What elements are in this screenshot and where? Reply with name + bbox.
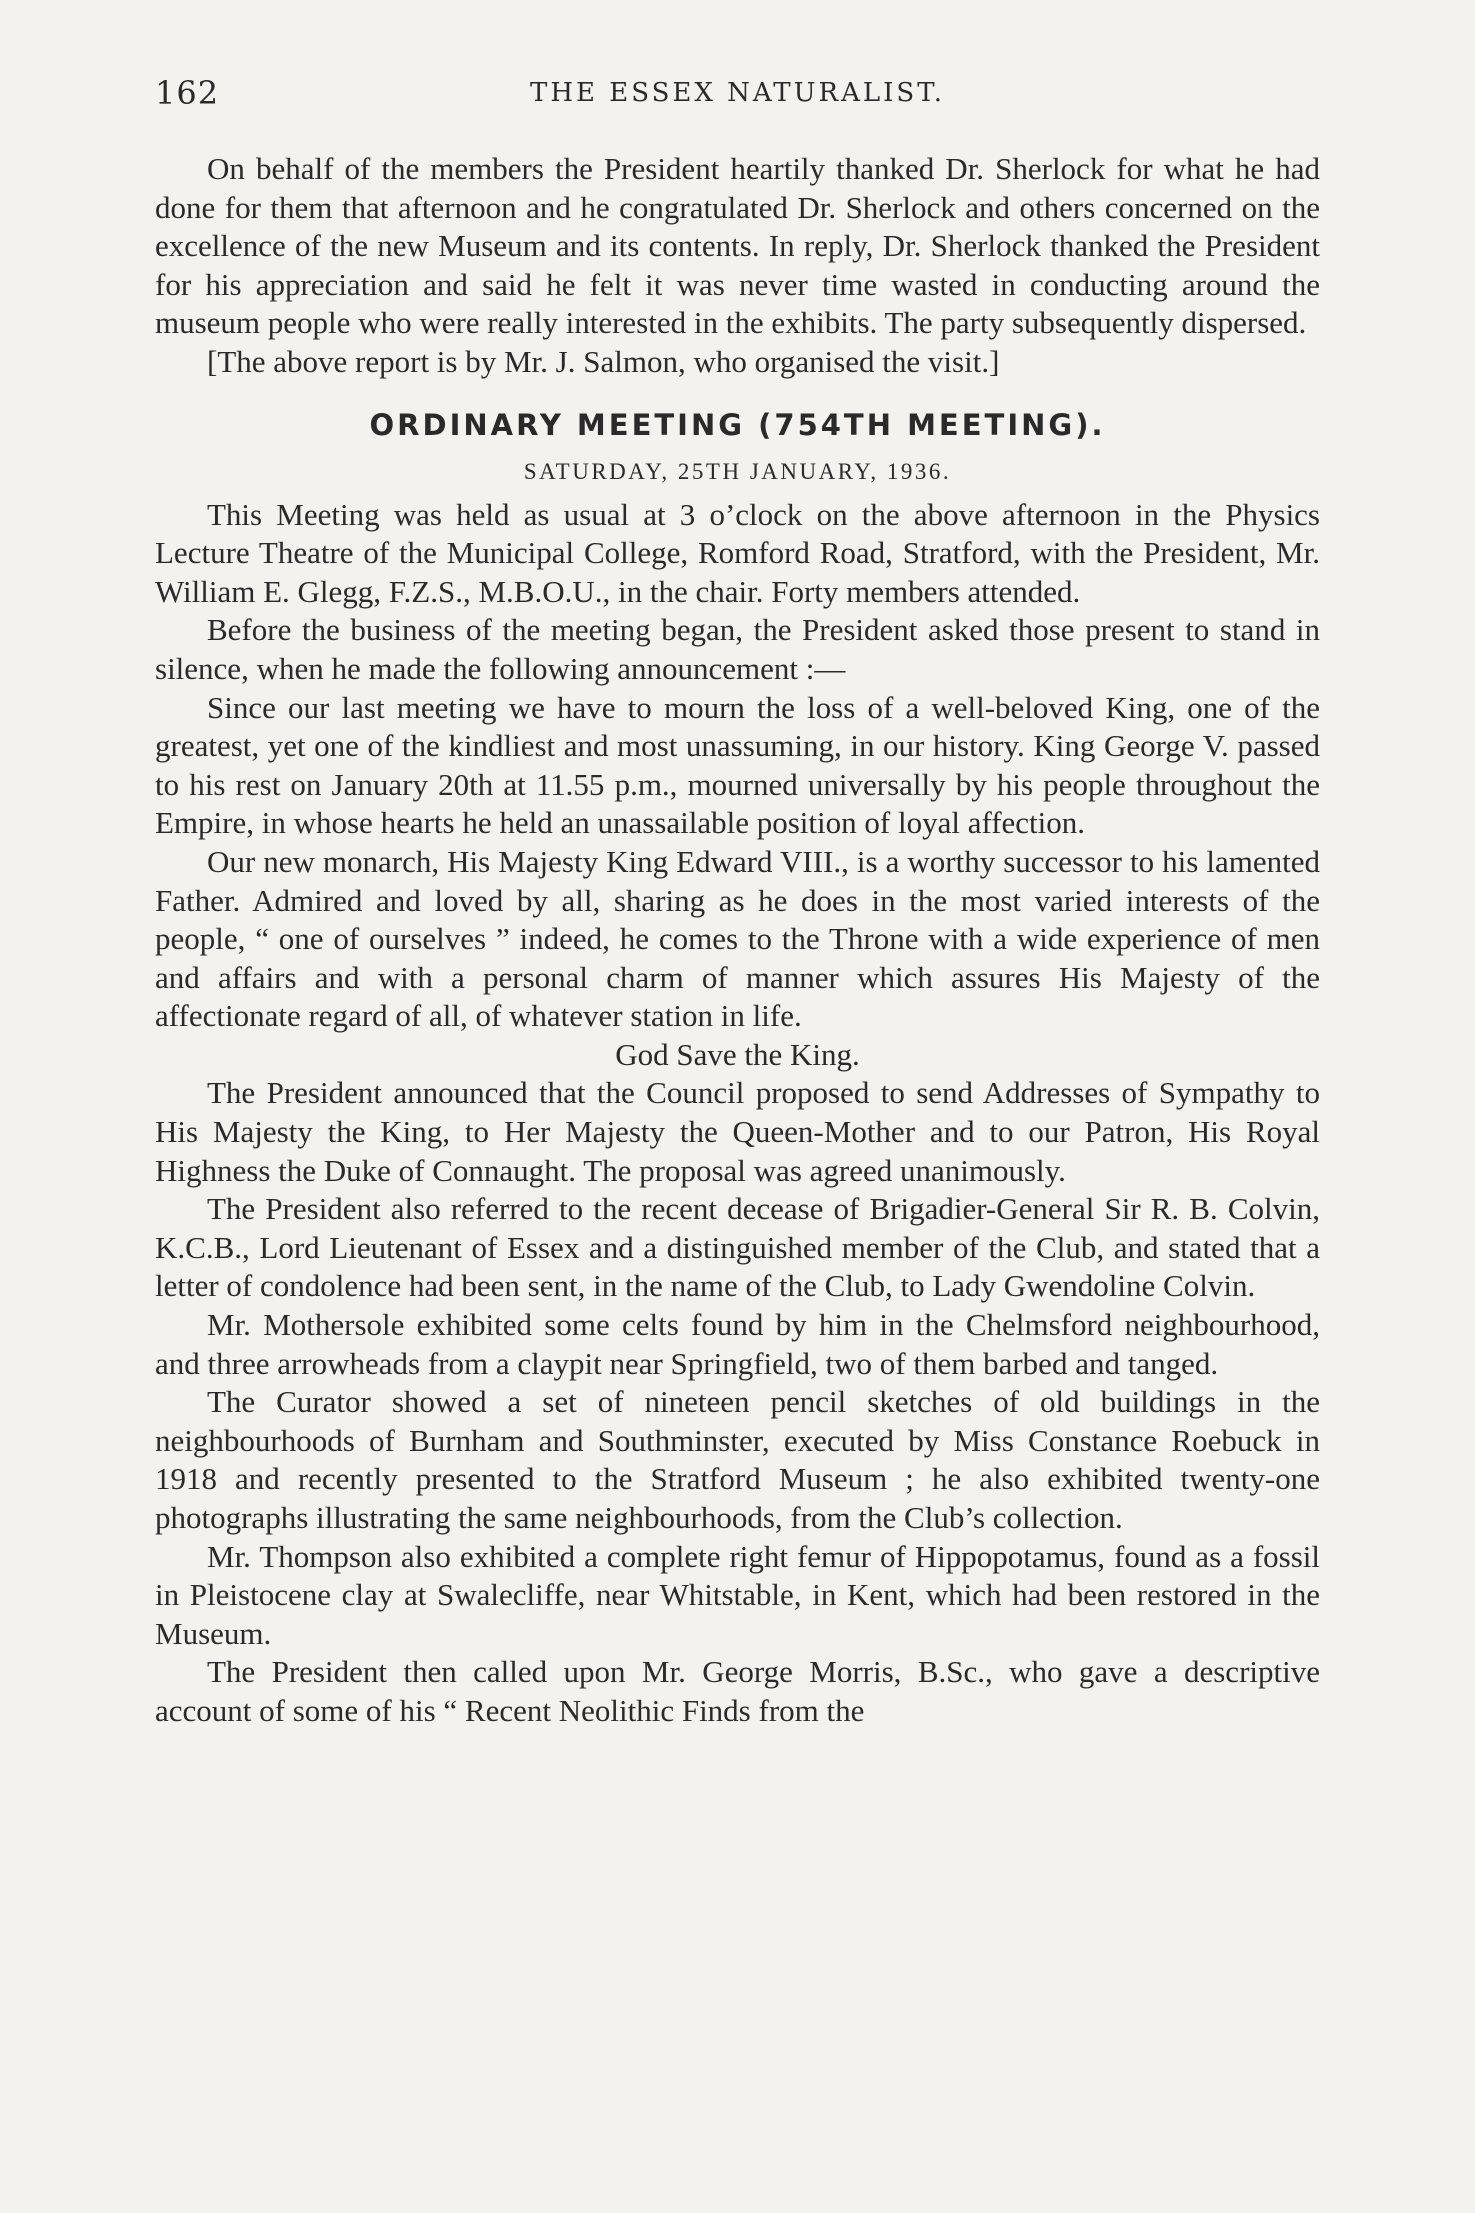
paragraph-meeting-held: This Meeting was held as usual at 3 o’clock on the above afternoon in the Physics Lecture Theatre of the Municipal College, Romford Road, Stratford, with the President, Mr. William E. Glegg, F.Z.S., M.B.O.U., in the chair. Forty members attended. <box>155 496 1320 609</box>
god-save-the-king: God Save the King. <box>615 1036 860 1072</box>
paragraph-mothersole: Mr. Mothersole exhibited some celts found by him in the Chelmsford neighbourhood, and three arrowheads from a claypit near Springfield, two of them barbed and tanged. <box>155 1307 1320 1381</box>
paragraph-new-monarch: Our new monarch, His Majesty King Edward VIII., is a worthy successor to his lamented Father. Admired and loved by all, sharing as he does in the most varied interests of the people, “ one of ourselves ” indeed, he comes to the Throne with a wide experience of men and affairs and with a personal charm of manner which assures His Majesty of the affectionate regard of all, of whatever station in life. <box>155 843 1320 1034</box>
paragraph-thompson: Mr. Thompson also exhibited a complete right femur of Hippopotamus, found as a fossil in Pleistocene clay at Swalecliffe, near Whitstable, in Kent, which had been restored in the Museum. <box>155 1538 1320 1651</box>
meeting-date: SATURDAY, 25TH JANUARY, 1936. <box>523 458 952 484</box>
paragraph-addresses: The President announced that the Council proposed to send Addresses of Sympathy to His Majesty the King, to Her Majesty the Queen-Mother and to our Patron, His Royal Highness the Duke of Connaught. The proposal was agreed unanimously. <box>155 1075 1320 1188</box>
paragraph-morris: The President then called upon Mr. George Morris, B.Sc., who gave a descriptive account of some of his “ Recent Neolithic Finds from the <box>155 1654 1320 1728</box>
meeting-heading: ORDINARY MEETING (754TH MEETING). <box>369 407 1106 442</box>
page-body <box>155 150 1320 1731</box>
paragraph-report-note: [The above report is by Mr. J. Salmon, who organised the visit.] <box>207 343 1000 379</box>
paragraph-announcement: Before the business of the meeting began, the President asked those present to stand in silence, when he made the following announcement :— <box>155 612 1320 686</box>
paragraph-mourning: Since our last meeting we have to mourn the loss of a well-beloved King, one of the greatest, yet one of the kindliest and most unassuming, in our history. King George V. passed to his rest on January 20th at 11.55 p.m., mourned universally by his people throughout the Empire, in whose hearts he held an unassailable position of loyal affection. <box>155 689 1320 841</box>
page-header <box>155 74 1320 124</box>
paragraph-curator: The Curator showed a set of nineteen pencil sketches of old buildings in the neighbourhoods of Burnham and Southminster, executed by Miss Constance Roebuck in 1918 and recently presented to the Stratford Museum ; he also exhibited twenty-one photographs illustrating the same neighbourhoods, from the Club’s collection. <box>155 1384 1320 1535</box>
paragraph-thanks: On behalf of the members the President heartily thanked Dr. Sherlock for what he had done for them that afternoon and he congratulated Dr. Sherlock and others concerned on the excellence of the new Museum and its contents. In reply, Dr. Sherlock thanked the President for his appreciation and said he felt it was never time wasted in conducting around the museum people who were really interested in the exhibits. The party subsequently dispersed. <box>155 151 1320 341</box>
page-number: 162 <box>155 74 220 112</box>
paragraph-colvin: The President also referred to the recent decease of Brigadier-General Sir R. B. Colvin, K.C.B., Lord Lieutenant of Essex and a distinguished member of the Club, and stated that a letter of condolence had been sent, in the name of the Club, to Lady Gwendoline Colvin. <box>155 1191 1320 1304</box>
running-title: THE ESSEX NATURALIST. <box>529 78 945 108</box>
